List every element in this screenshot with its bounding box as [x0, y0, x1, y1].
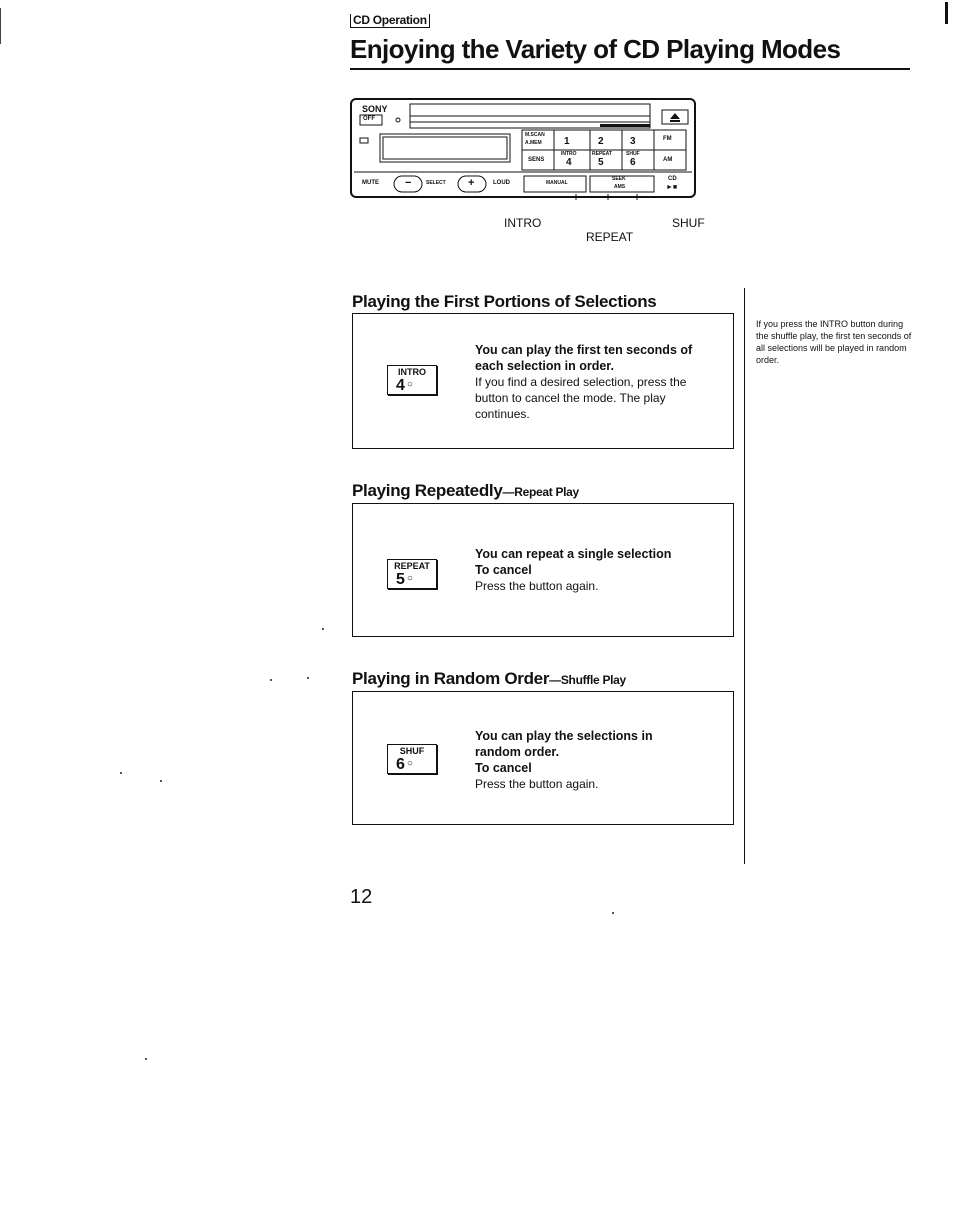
shuffle-body-text: Press the button again.	[475, 777, 599, 791]
scan-speck	[160, 780, 162, 782]
margin-mark-right	[945, 2, 948, 24]
shuf-button-label: SHUF	[626, 151, 640, 157]
column-divider	[744, 288, 745, 864]
intro-body-text: If you find a desired selection, press the button to cancel the mode. The play continues.	[475, 375, 687, 421]
callout-shuf: SHUF	[672, 216, 705, 230]
section-heading-repeat: Playing Repeatedly—Repeat Play	[352, 481, 579, 500]
section-heading-intro: Playing the First Portions of Selections	[352, 292, 657, 311]
scan-speck	[145, 1058, 147, 1060]
am-button[interactable]: AM	[663, 157, 673, 163]
intro-button-icon: INTRO 4 ○	[387, 365, 437, 395]
preset-6-button[interactable]: 6	[630, 157, 636, 168]
margin-mark-left	[0, 8, 1, 44]
cd-button[interactable]: CD	[668, 176, 677, 182]
repeat-lead-text: You can repeat a single selection	[475, 547, 672, 561]
ams-button[interactable]: AMS	[614, 184, 626, 190]
section-box-intro	[352, 313, 734, 449]
shuf-button-icon: SHUF 6 ○	[387, 744, 437, 774]
section-heading-shuffle: Playing in Random Order—Shuffle Play	[352, 669, 626, 688]
mute-button[interactable]: MUTE	[362, 180, 379, 186]
repeat-body-text: Press the button again.	[475, 579, 599, 593]
loud-button[interactable]: LOUD	[493, 180, 510, 186]
section-label: CD Operation	[350, 14, 430, 28]
m-scan-button[interactable]: M.SCAN	[525, 132, 545, 138]
callout-intro: INTRO	[504, 216, 542, 230]
repeat-cancel-heading: To cancel	[475, 563, 532, 577]
page-number: 12	[350, 886, 373, 908]
shuffle-cancel-heading: To cancel	[475, 761, 532, 775]
scan-speck	[270, 679, 272, 681]
preset-3-button[interactable]: 3	[630, 136, 636, 147]
page-title: Enjoying the Variety of CD Playing Modes	[350, 34, 841, 64]
select-button[interactable]: SELECT	[426, 180, 446, 186]
section-box-shuffle	[352, 691, 734, 825]
volume-up-button[interactable]: +	[468, 177, 475, 189]
repeat-button-label: REPEAT	[592, 151, 612, 157]
sens-button[interactable]: SENS	[528, 157, 545, 163]
scan-speck	[120, 772, 122, 774]
front-panel-illustration	[350, 98, 696, 200]
seek-button[interactable]: SEEK	[612, 176, 626, 182]
title-rule	[350, 68, 910, 70]
scan-speck	[322, 628, 324, 630]
volume-down-button[interactable]: −	[405, 177, 412, 189]
a-mem-button[interactable]: A.MEM	[525, 140, 542, 146]
scan-speck	[612, 912, 614, 914]
play-pause-icon: ►■	[666, 184, 678, 191]
fm-button[interactable]: FM	[663, 136, 672, 142]
preset-1-button[interactable]: 1	[564, 136, 570, 147]
preset-2-button[interactable]: 2	[598, 136, 604, 147]
intro-lead-text: You can play the first ten seconds of each selection in order.	[475, 343, 693, 373]
scan-speck	[307, 677, 309, 679]
side-note: If you press the INTRO button during the shuffle play, the first ten seconds of all selections will be played in random order.	[756, 319, 912, 365]
off-button[interactable]: OFF	[363, 116, 375, 122]
preset-4-button[interactable]: 4	[566, 157, 572, 168]
preset-5-button[interactable]: 5	[598, 157, 604, 168]
repeat-button-icon: REPEAT 5 ○	[387, 559, 437, 589]
intro-button-label: INTRO	[561, 151, 577, 157]
brand-logo: SONY	[362, 104, 388, 114]
manual-button[interactable]: MANUAL	[546, 180, 568, 186]
callout-repeat: REPEAT	[586, 230, 634, 244]
section-box-repeat	[352, 503, 734, 637]
shuffle-lead-text: You can play the selections in random order.	[475, 729, 653, 759]
car-stereo-front-panel	[350, 98, 705, 244]
